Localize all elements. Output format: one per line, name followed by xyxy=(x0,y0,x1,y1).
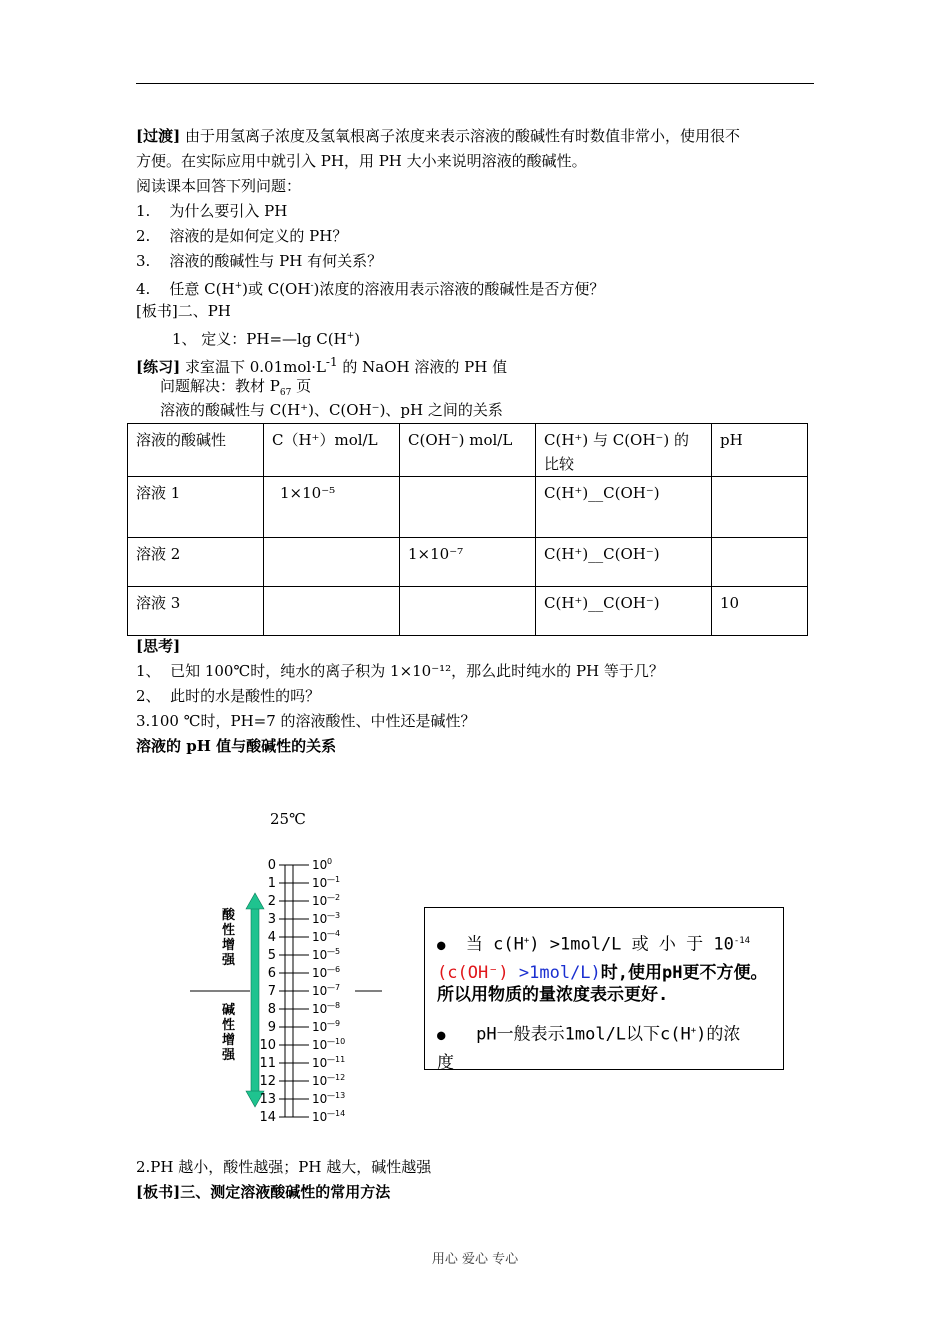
table-cell: C(H⁺)__C(OH⁻) xyxy=(536,538,712,587)
transition-para-line2: 方便。在实际应用中就引入 PH，用 PH 大小来说明溶液的酸碱性。 xyxy=(136,152,587,170)
concentration-exponent: —6 xyxy=(327,965,341,974)
concentration-exponent: —14 xyxy=(327,1109,346,1118)
concentration-exponent: —7 xyxy=(327,983,341,992)
arrow-shaft xyxy=(251,907,259,1093)
concentration-exponent: —9 xyxy=(327,1019,341,1028)
ph-value-label: 13 xyxy=(259,1092,276,1107)
note-line-2: (c(OH⁻) >1mol/L)时,使用pH更不方便。 xyxy=(437,963,768,983)
concentration-label: 10 xyxy=(312,966,328,980)
ph-value-label: 7 xyxy=(267,984,276,999)
concentration-exponent: —10 xyxy=(327,1037,346,1046)
concentration-exponent: —2 xyxy=(327,893,341,902)
table-header-cell: pH xyxy=(712,424,808,477)
concentration-exponent: —11 xyxy=(327,1055,346,1064)
header-rule xyxy=(136,83,814,84)
arrow-head-up xyxy=(246,893,264,909)
ph-value-label: 9 xyxy=(267,1020,276,1035)
base-label-char: 增 xyxy=(222,1033,236,1048)
ph-value-label: 1 xyxy=(267,876,276,891)
base-label-char: 强 xyxy=(222,1048,236,1063)
note-line-5: 度 xyxy=(437,1053,454,1070)
problem-solving: 问题解决：教材 $P_{67}$ 页 xyxy=(160,377,312,398)
ph-value-label: 12 xyxy=(259,1074,276,1089)
concentration-label: 10 xyxy=(312,930,328,944)
ph-value-label: 14 xyxy=(259,1110,276,1125)
table-cell: C(H⁺)__C(OH⁻) xyxy=(536,477,712,538)
concentration-label: 10 xyxy=(312,1002,328,1016)
table-cell xyxy=(712,477,808,538)
table-cell: 溶液 3 xyxy=(128,587,264,636)
table-row xyxy=(128,587,808,636)
ph-value-label: 3 xyxy=(267,912,276,927)
concentration-exponent: —8 xyxy=(327,1001,341,1010)
acid-label-char: 性 xyxy=(222,923,236,938)
table-cell: 溶液 1 xyxy=(128,477,264,538)
base-increase-label xyxy=(222,1003,235,1063)
table-cell xyxy=(264,587,400,636)
concentration-label: 10 xyxy=(312,1110,328,1124)
concentration-label: 10 xyxy=(312,1056,328,1070)
question-4: 4. 任意 C(H+)或 C(OH-)浓度的溶液用表示溶液的酸碱性是否方便？ xyxy=(136,280,605,298)
temperature-label: 25℃ xyxy=(270,810,306,828)
read-instruction: 阅读课本回答下列问题： xyxy=(136,177,302,195)
question-2: 2. 溶液的是如何定义的 PH？ xyxy=(136,227,348,245)
table-cell xyxy=(400,477,536,538)
exercise: [练习] 求室温下 $0.01mol\cdot L^{-1}$ 的 NaOH 溶液的 PH 值 xyxy=(136,355,508,376)
transition-para-line1: [过渡] 由于用氢离子浓度及氢氧根离子浓度来表示溶液的酸碱性有时数值非常小，使用很不 xyxy=(136,127,740,145)
base-label-char: 性 xyxy=(222,1018,236,1033)
concentration-label: 10 xyxy=(312,984,328,998)
board-heading-methods: [板书]三、测定溶液酸碱性的常用方法 xyxy=(136,1183,391,1201)
note-box xyxy=(424,907,784,1070)
concentration-label: 10 xyxy=(312,876,328,890)
ph-value-label: 0 xyxy=(267,858,276,873)
concentration-exponent: —5 xyxy=(327,947,341,956)
think-3: 3.100 ℃时，PH=7 的溶液酸性、中性还是碱性？ xyxy=(136,712,476,730)
acid-label-char: 强 xyxy=(222,953,236,968)
concentration-exponent: —4 xyxy=(327,929,341,938)
ph-value-label: 8 xyxy=(267,1002,276,1017)
ph-scale-diagram xyxy=(185,850,395,1130)
concentration-exponent: 0 xyxy=(327,857,333,866)
acid-label-char: 酸 xyxy=(222,908,236,923)
table-cell: 10 xyxy=(712,587,808,636)
base-label-char: 碱 xyxy=(222,1003,236,1018)
concentration-label: 10 xyxy=(312,1038,328,1052)
ph-scale xyxy=(190,857,382,1125)
concentration-label: 10 xyxy=(312,894,328,908)
ph-value-label: 10 xyxy=(259,1038,276,1053)
ph-value-label: 11 xyxy=(259,1056,276,1071)
note-line-3: 所以用物质的量浓度表示更好. xyxy=(437,985,669,1005)
acid-label-char: 增 xyxy=(222,938,236,953)
table-header-cell: C(H⁺) 与 C(OH⁻) 的 比较 xyxy=(536,424,712,477)
table-header-cell: C(OH⁻) mol/L xyxy=(400,424,536,477)
ph-value-label: 2 xyxy=(267,894,276,909)
relation-caption: 溶液的酸碱性与 C(H⁺)、C(OH⁻)、pH 之间的关系 xyxy=(160,401,503,419)
ph-relation-title: 溶液的 pH 值与酸碱性的关系 xyxy=(136,737,337,755)
table-cell: 1×10⁻⁷ xyxy=(400,538,536,587)
acid-increase-label xyxy=(222,908,235,968)
table-header-cell: C（H⁺）mol/L xyxy=(264,424,400,477)
note-line-1: ● 当 c(H+) >1mol/L 或 小 于 $10^{-14}$ xyxy=(437,934,751,955)
concentration-label: 10 xyxy=(312,948,328,962)
ph-value-label: 4 xyxy=(267,930,276,945)
ph-value-label: 5 xyxy=(267,948,276,963)
concentration-exponent: —12 xyxy=(327,1073,346,1082)
table-cell xyxy=(264,538,400,587)
conclusion: 2.PH 越小，酸性越强；PH 越大，碱性越强 xyxy=(136,1158,432,1176)
question-3: 3. 溶液的酸碱性与 PH 有何关系？ xyxy=(136,252,383,270)
table-row xyxy=(128,477,808,538)
table-header-row xyxy=(128,424,808,477)
table-cell xyxy=(712,538,808,587)
table-cell: 1×10⁻⁵ xyxy=(264,477,400,538)
table-cell xyxy=(400,587,536,636)
note-line-4: ● pH一般表示1mol/L以下c(H+)的浓 xyxy=(437,1024,741,1045)
concentration-label: 10 xyxy=(312,1020,328,1034)
think-1: 1、 已知 100℃时，纯水的离子积为 1×10⁻¹²，那么此时纯水的 PH 等于几？ xyxy=(136,662,664,680)
table-cell: C(H⁺)__C(OH⁻) xyxy=(536,587,712,636)
definition: 1、 定义：PH=—lg C(H+) xyxy=(172,330,361,348)
board-heading-ph: [板书]二、PH xyxy=(136,302,231,320)
table-header-cell: 溶液的酸碱性 xyxy=(128,424,264,477)
footer: 用心 爱心 专心 xyxy=(431,1252,519,1267)
concentration-exponent: —1 xyxy=(327,875,341,884)
table-cell: 溶液 2 xyxy=(128,538,264,587)
acidity-table xyxy=(127,423,808,636)
think-heading: [思考] xyxy=(136,637,181,655)
concentration-label: 10 xyxy=(312,912,328,926)
concentration-label: 10 xyxy=(312,1092,328,1106)
ph-value-label: 6 xyxy=(267,966,276,981)
concentration-label: 10 xyxy=(312,1074,328,1088)
concentration-exponent: —3 xyxy=(327,911,341,920)
think-2: 2、 此时的水是酸性的吗？ xyxy=(136,687,321,705)
concentration-label: 10 xyxy=(312,858,328,872)
concentration-exponent: —13 xyxy=(327,1091,346,1100)
question-1: 1. 为什么要引入 PH xyxy=(136,202,288,220)
table-row xyxy=(128,538,808,587)
